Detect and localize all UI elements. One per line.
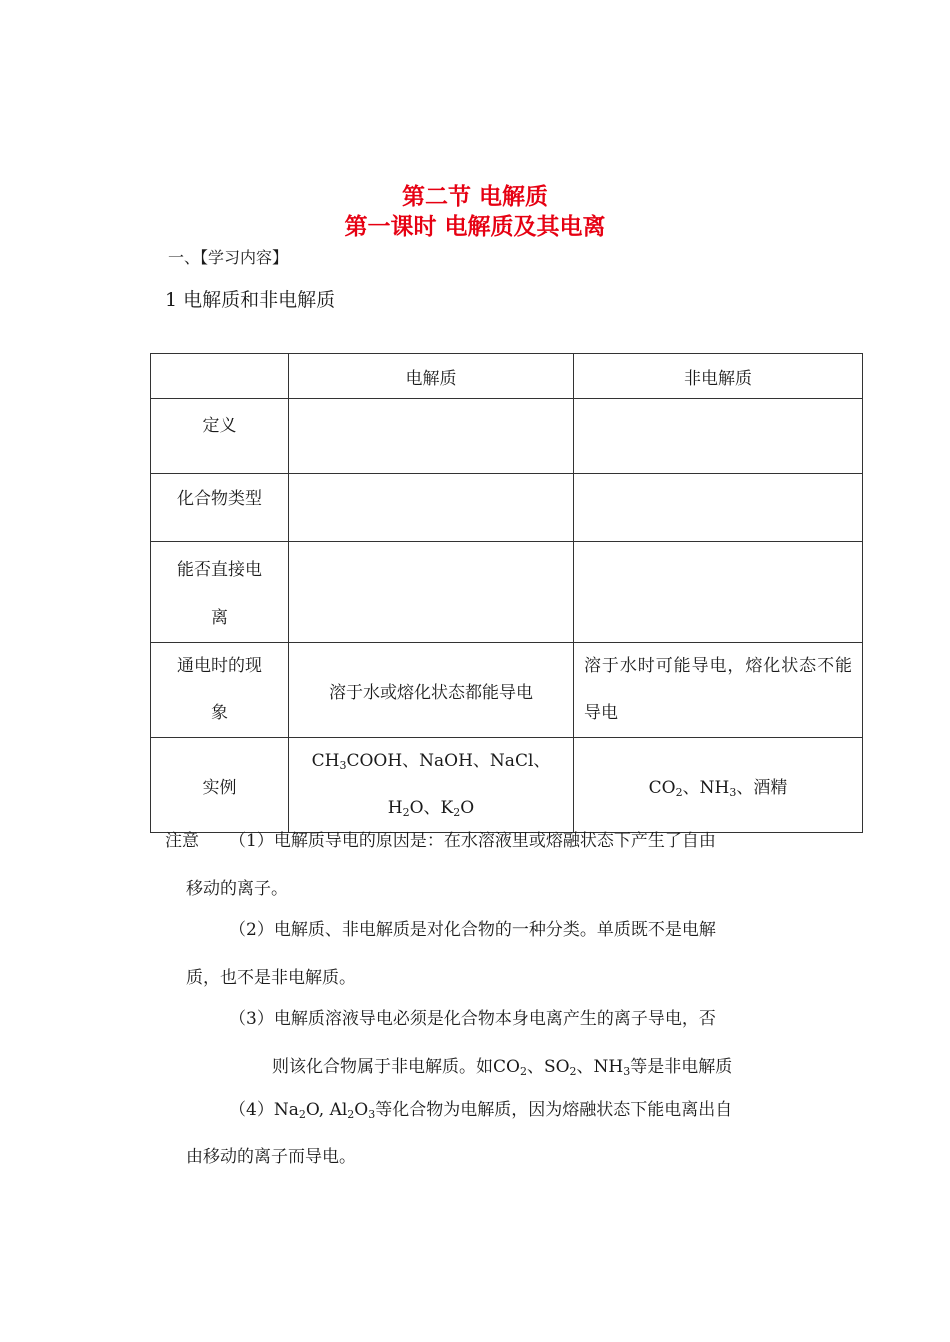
row-label-line: 象 xyxy=(211,703,228,723)
row-label-line: 能否直接电 xyxy=(177,560,262,580)
note-4-line-1: $(4)Na_2O$, $Al_2O_3$等化合物为电解质，因为熔融状态下能电离出自 xyxy=(229,1100,733,1121)
note-label: 注意 xyxy=(165,831,199,851)
row-label: 实例 xyxy=(151,738,289,833)
page-title: 第二节 电解质 xyxy=(401,183,548,210)
table-header-row xyxy=(151,354,863,399)
cell-electrolyte[interactable] xyxy=(289,542,574,643)
row-label xyxy=(151,643,289,738)
note-4-line-2: 由移动的离子而导电。 xyxy=(186,1147,356,1167)
row-label xyxy=(151,542,289,643)
table-row xyxy=(151,474,863,542)
cell-non-electrolyte[interactable] xyxy=(574,399,863,474)
row-label-line: 离 xyxy=(211,608,228,628)
page-subtitle: 第一课时 电解质及其电离 xyxy=(344,213,606,240)
cell-non-electrolyte-examples: $CO_2$、$NH_3$、酒精 xyxy=(574,738,863,833)
cell-electrolyte-examples: $CH_3COOH$、NaOH、NaCl、 $H_2O$、$K_2O$ xyxy=(289,738,574,833)
note-1-line-1: （1）电解质导电的原因是：在水溶液里或熔融状态下产生了自由 xyxy=(229,831,716,851)
note-3-line-1: （3）电解质溶液导电必须是化合物本身电离产生的离子导电，否 xyxy=(229,1009,716,1029)
cell-non-electrolyte: 溶于水时可能导电，熔化状态不能导电 xyxy=(574,643,863,738)
section-label: 一、【学习内容】 xyxy=(168,248,289,267)
cell-non-electrolyte[interactable] xyxy=(574,542,863,643)
header-empty xyxy=(151,354,289,399)
table-row xyxy=(151,399,863,474)
row-label: 定义 xyxy=(151,399,289,474)
note-1-line-2: 移动的离子。 xyxy=(186,879,288,899)
table-row xyxy=(151,643,863,738)
note-2-line-1: （2）电解质、非电解质是对化合物的一种分类。单质既不是电解 xyxy=(229,920,716,940)
cell-electrolyte[interactable] xyxy=(289,474,574,542)
table-row xyxy=(151,542,863,643)
cell-electrolyte[interactable] xyxy=(289,399,574,474)
row-label: 化合物类型 xyxy=(151,474,289,542)
header-non-electrolyte: 非电解质 xyxy=(574,354,863,399)
note-2-line-2: 质，也不是非电解质。 xyxy=(186,968,356,988)
table-row xyxy=(151,738,863,833)
cell-electrolyte: 溶于水或熔化状态都能导电 xyxy=(289,643,574,738)
subsection-title: 1 电解质和非电解质 xyxy=(165,289,336,311)
comparison-table xyxy=(150,353,863,833)
header-electrolyte: 电解质 xyxy=(289,354,574,399)
cell-non-electrolyte[interactable] xyxy=(574,474,863,542)
note-3-line-2: 则该化合物属于非电解质。如$CO_2$、$SO_2$、$NH_3$等是非电解质 xyxy=(272,1057,733,1078)
row-label-line: 通电时的现 xyxy=(177,656,262,676)
